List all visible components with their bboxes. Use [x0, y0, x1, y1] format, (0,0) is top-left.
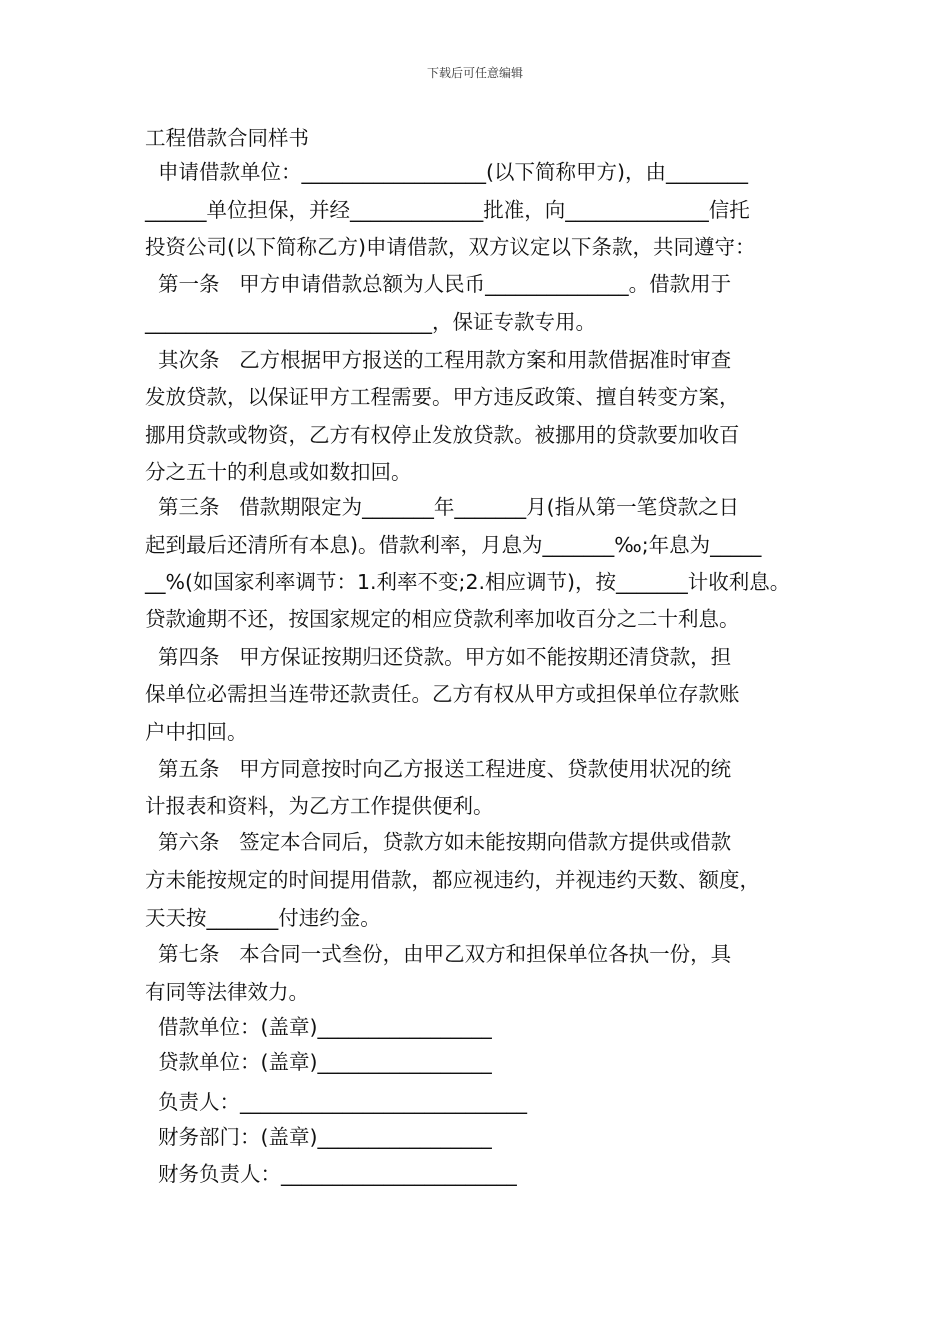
text-line: 第六条 签定本合同后，贷款方如未能按期向借款方提供或借款 [145, 830, 732, 854]
text-line: 贷款单位：(盖章)_________________ [145, 1050, 492, 1074]
text-line: 贷款逾期不还，按国家规定的相应贷款利率加收百分之二十利息。 [145, 607, 740, 631]
text-line: 有同等法律效力。 [145, 980, 309, 1004]
text-line: 第一条 甲方申请借款总额为人民币______________。借款用于 [145, 272, 732, 296]
text-line: 财务部门：(盖章)_________________ [145, 1125, 492, 1149]
text-line: 投资公司(以下简称乙方)申请借款，双方议定以下条款，共同遵守： [145, 235, 756, 259]
text-line: 其次条 乙方根据甲方报送的工程用款方案和用款借据准时审查 [145, 348, 732, 372]
text-line: 方未能按规定的时间提用借款，都应视违约，并视违约天数、额度， [145, 868, 760, 892]
text-line: 计报表和资料，为乙方工作提供便利。 [145, 794, 494, 818]
text-line: 起到最后还清所有本息)。借款利率，月息为_______‰;年息为_____ [145, 533, 762, 557]
text-line: 第四条 甲方保证按期归还贷款。甲方如不能按期还清贷款，担 [145, 645, 732, 669]
text-line: 发放贷款，以保证甲方工程需要。甲方违反政策、擅自转变方案， [145, 385, 740, 409]
text-line: ______单位担保，并经_____________批准，向______________信托 [145, 198, 750, 222]
text-line: 户中扣回。 [145, 720, 248, 744]
text-line: 负责人：____________________________ [145, 1090, 528, 1114]
text-line: 第五条 甲方同意按时向乙方报送工程进度、贷款使用状况的统 [145, 757, 732, 781]
text-line: 申请借款单位：__________________(以下简称甲方)，由________ [145, 160, 749, 184]
text-line: 挪用贷款或物资，乙方有权停止发放贷款。被挪用的贷款要加收百 [145, 423, 740, 447]
text-line: 第七条 本合同一式叁份，由甲乙双方和担保单位各执一份，具 [145, 942, 732, 966]
text-line: 财务负责人：_______________________ [145, 1162, 517, 1186]
text-line: 天天按_______付违约金。 [145, 906, 381, 930]
text-line: __%(如国家利率调节：1.利率不变;2.相应调节)，按_______计收利息。 [145, 570, 791, 594]
text-line: 借款单位：(盖章)_________________ [145, 1015, 492, 1039]
text-line: ____________________________，保证专款专用。 [145, 310, 596, 334]
page-header: 下载后可任意编辑 [426, 66, 523, 80]
text-line: 第三条 借款期限定为_______年_______月(指从第一笔贷款之日 [145, 495, 740, 519]
document-title: 工程借款合同样书 [145, 126, 309, 150]
text-line: 分之五十的利息或如数扣回。 [145, 460, 412, 484]
text-line: 保单位必需担当连带还款责任。乙方有权从甲方或担保单位存款账 [145, 682, 740, 706]
